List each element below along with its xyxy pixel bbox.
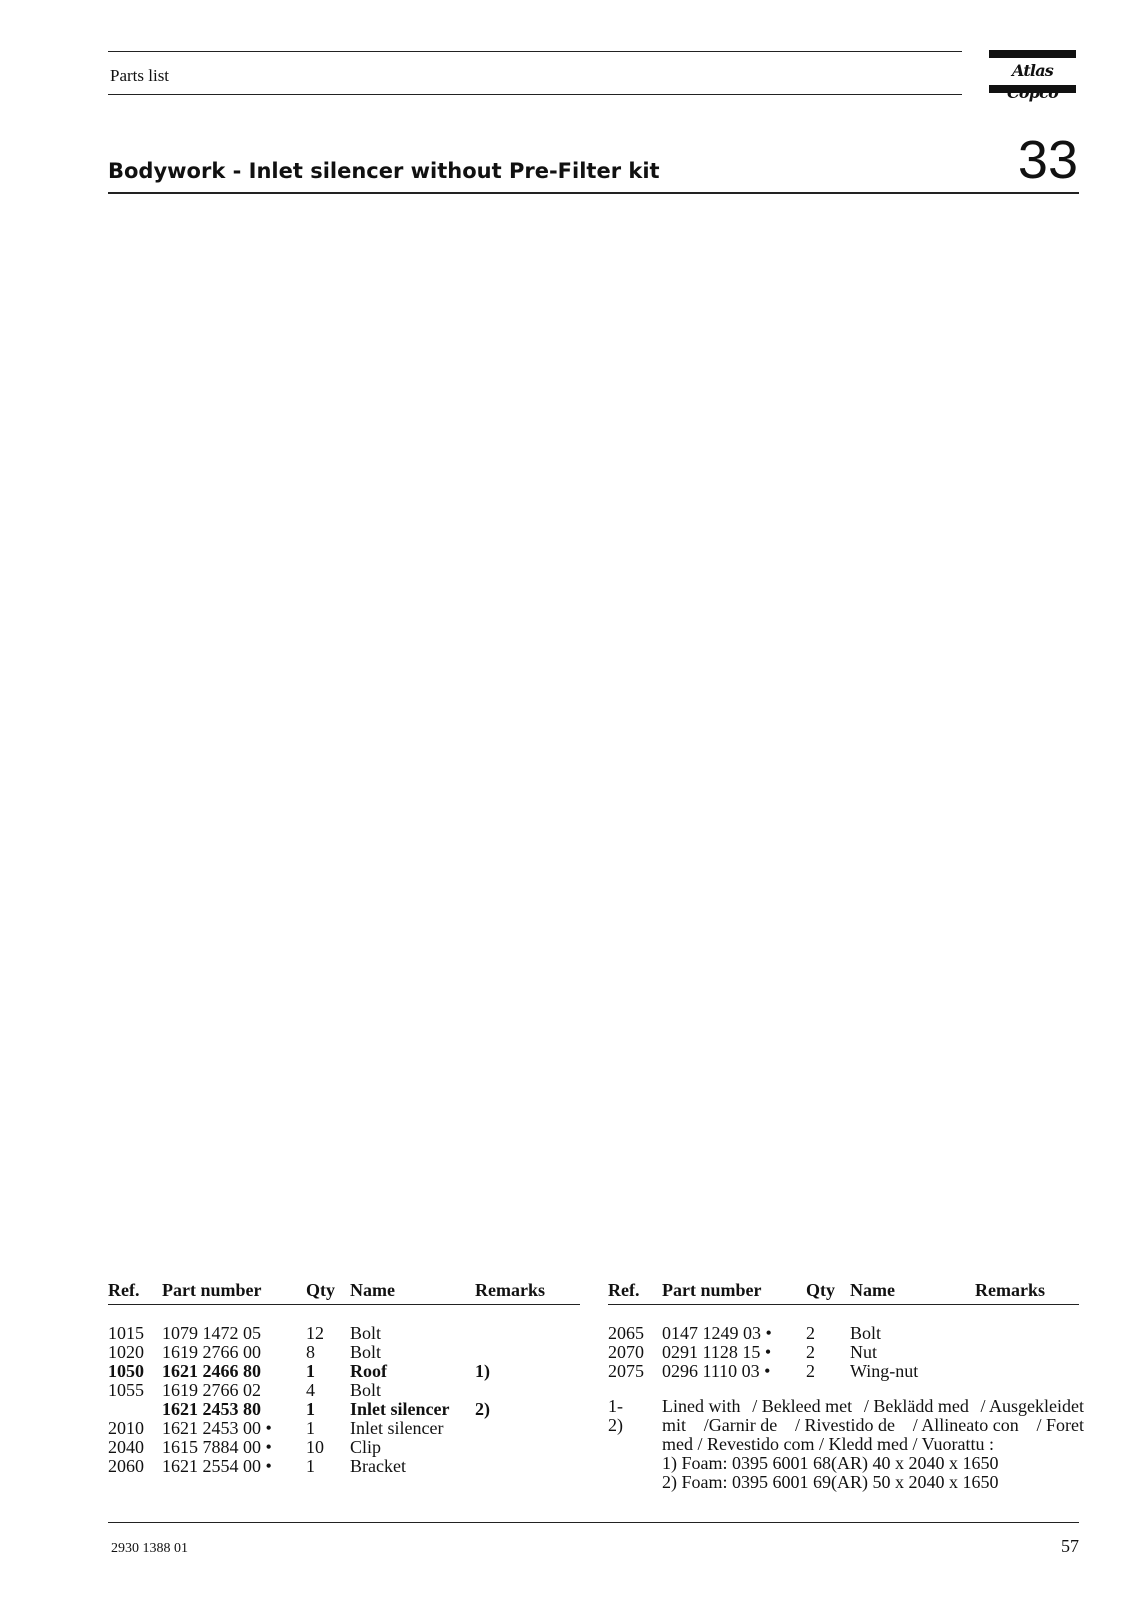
notes-phrase: / Beklädd med <box>863 1396 969 1416</box>
notes-line-3: med / Revestido com / Kledd med / Vuorattu : <box>662 1434 995 1454</box>
cell-name: Bolt <box>850 1323 882 1343</box>
cell-part-number: 0296 1110 03 • <box>662 1361 771 1381</box>
notes-phrase: / Rivestido de <box>794 1415 895 1435</box>
col-header-part-number: Part number <box>162 1280 262 1300</box>
cell-name: Inlet silencer <box>350 1418 444 1438</box>
cell-ref: 1020 <box>108 1342 144 1362</box>
cell-ref: 2075 <box>608 1361 644 1381</box>
cell-part-number: 0291 1128 15 • <box>662 1342 772 1362</box>
cell-name: Clip <box>350 1437 382 1457</box>
cell-name: Bracket <box>350 1456 406 1476</box>
col-header-remarks: Remarks <box>975 1280 1045 1300</box>
cell-part-number: 1079 1472 05 <box>162 1323 261 1343</box>
cell-qty: 8 <box>306 1342 315 1362</box>
cell-remarks: 2) <box>475 1399 490 1419</box>
logo-top-bar <box>989 50 1076 58</box>
cell-part-number: 1621 2554 00 • <box>162 1456 272 1476</box>
cell-name: Bolt <box>350 1323 382 1343</box>
header-bottom-rule <box>108 94 962 95</box>
cell-name: Bolt <box>350 1342 382 1362</box>
cell-part-number: 1621 2453 80 <box>162 1399 261 1419</box>
cell-remarks: 1) <box>475 1361 490 1381</box>
cell-name: Nut <box>850 1342 877 1362</box>
cell-ref: 2070 <box>608 1342 644 1362</box>
header-top-rule <box>108 51 962 52</box>
foam-spec-1: 1) Foam: 0395 6001 68(AR) 40 x 2040 x 1650 <box>662 1453 999 1473</box>
cell-ref: 2010 <box>108 1418 144 1438</box>
section-number: 33 <box>1017 130 1078 190</box>
col-header-name: Name <box>850 1280 895 1300</box>
cell-part-number: 1619 2766 02 <box>162 1380 261 1400</box>
cell-name: Wing-nut <box>850 1361 919 1381</box>
col-header-name: Name <box>350 1280 395 1300</box>
table-header-rule <box>608 1304 1079 1305</box>
notes-phrase: Lined with <box>662 1396 741 1416</box>
notes-key: 1-2) <box>608 1396 623 1435</box>
document-number: 2930 1388 01 <box>111 1541 188 1556</box>
cell-ref: 2065 <box>608 1323 644 1343</box>
cell-ref: 1015 <box>108 1323 144 1343</box>
cell-qty: 1 <box>306 1361 315 1381</box>
cell-ref: 2040 <box>108 1437 144 1457</box>
notes-phrase: / Foret <box>1036 1415 1084 1435</box>
cell-qty: 12 <box>306 1323 324 1343</box>
cell-qty: 1 <box>306 1456 315 1476</box>
cell-ref: 1050 <box>108 1361 144 1381</box>
cell-name: Roof <box>350 1361 387 1381</box>
notes-line-1 <box>662 1397 1084 1416</box>
logo-bottom-bar <box>989 85 1076 93</box>
page-title: Bodywork - Inlet silencer without Pre-Filter kit <box>108 159 660 183</box>
cell-part-number: 0147 1249 03 • <box>662 1323 772 1343</box>
cell-name: Inlet silencer <box>350 1399 450 1419</box>
cell-part-number: 1619 2766 00 <box>162 1342 261 1362</box>
cell-qty: 2 <box>806 1342 815 1362</box>
page-number: 57 <box>1061 1536 1079 1556</box>
cell-ref: 1055 <box>108 1380 144 1400</box>
notes-phrase: mit <box>662 1415 687 1435</box>
cell-part-number: 1621 2453 00 • <box>162 1418 272 1438</box>
cell-ref: 2060 <box>108 1456 144 1476</box>
col-header-ref: Ref. <box>108 1280 140 1300</box>
col-header-qty: Qty <box>306 1280 335 1300</box>
notes-body <box>662 1397 1092 1492</box>
logo-wordmark: Atlas <box>1012 61 1053 80</box>
cell-part-number: 1615 7884 00 • <box>162 1437 272 1457</box>
notes-line-2 <box>662 1416 1084 1435</box>
cell-qty: 1 <box>306 1418 315 1438</box>
col-header-qty: Qty <box>806 1280 835 1300</box>
cell-qty: 1 <box>306 1399 315 1419</box>
cell-qty: 10 <box>306 1437 324 1457</box>
foam-spec-2: 2) Foam: 0395 6001 69(AR) 50 x 2040 x 1650 <box>662 1472 999 1492</box>
header-section-label: Parts list <box>110 66 170 85</box>
notes-phrase: /Garnir de <box>703 1415 778 1435</box>
table-header-rule <box>108 1304 580 1305</box>
atlas-copco-logo <box>989 50 1076 94</box>
cell-qty: 4 <box>306 1380 315 1400</box>
cell-part-number: 1621 2466 80 <box>162 1361 261 1381</box>
col-header-ref: Ref. <box>608 1280 640 1300</box>
col-header-part-number: Part number <box>662 1280 762 1300</box>
cell-qty: 2 <box>806 1323 815 1343</box>
col-header-remarks: Remarks <box>475 1280 545 1300</box>
notes-phrase: / Bekleed met <box>752 1396 853 1416</box>
cell-name: Bolt <box>350 1380 382 1400</box>
cell-qty: 2 <box>806 1361 815 1381</box>
footer-rule <box>108 1522 1079 1523</box>
title-rule <box>108 192 1079 194</box>
notes-phrase: / Allineato con <box>912 1415 1019 1435</box>
notes-phrase: / Ausgekleidet <box>980 1396 1084 1416</box>
